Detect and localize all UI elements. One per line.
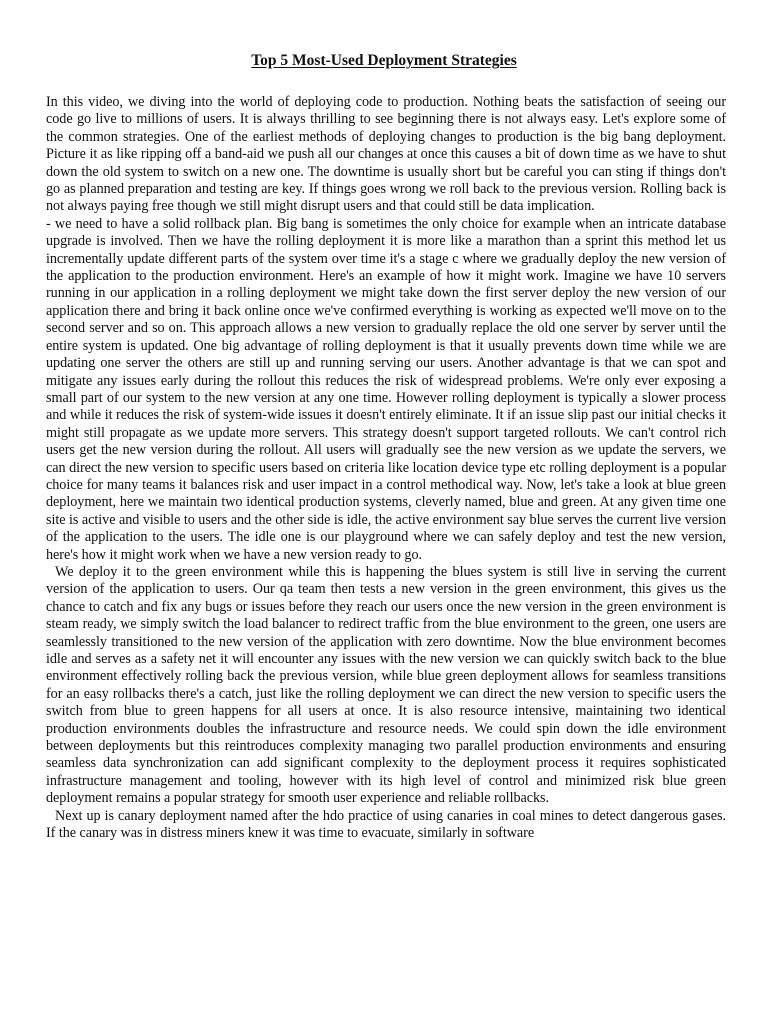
document-title: Top 5 Most-Used Deployment Strategies xyxy=(251,52,517,69)
paragraph-rolling: - we need to have a solid rollback plan. Big bang is sometimes the only choice for example when an intricate database upgrade is involved. Then we have the rolling deployment it is more like a marathon than a sprint this method let us incrementally update different parts of the system over time it's a stage c where we gradually deploy the new version of the application to the production environment. Here's an example of how it might work. Imagine we have 10 servers running in our application in a rolling deployment we might take down the first server deploy the new version of our application there and bring it back online once we've confirmed everything is working as expected we'll move on to the second server and so on. This approach allows a new version to gradually replace the old one server by server until the entire system is updated. One big advantage of rolling deployment is that it usually prevents down time while we are updating one server the others are still up and running serving our users. Another advantage is that we can spot and mitigate any issues early during the rollout this reduces the risk of widespread problems. We're only ever exposing a small part of our system to the new version at any one time. However rolling deployment is typically a slower process and while it reduces the risk of system-wide issues it doesn't entirely eliminate. It if an issue slip past our initial checks it might still propagate as we update more servers. This strategy doesn't support targeted rollouts. We can't control rich users get the new version during the rollout. All users will gradually see the new version as we update the servers, we can direct the new version to specific users based on criteria like location device type etc rolling deployment is a popular choice for many teams it balances risk and user impact in a control methodical way. Now, let's take a look at blue green deployment, here we maintain two identical production systems, cleverly named, blue and green. At any given time one site is active and visible to users and the other side is idle, the active environment say blue serves the current live version of the application to the users. The idle one is our playground where we can safely deploy and test the new version, here's how it might work when we have a new version ready to go. xyxy=(46,215,726,563)
paragraph-intro: In this video, we diving into the world of deploying code to production. Nothing beats the satisfaction of seeing our code go live to millions of users. It is always thrilling to see beginning there is not always easy. Let's explore some of the common strategies. One of the earliest methods of deploying changes to production is the big bang deployment. Picture it as like ripping off a band-aid we push all our changes at once this causes a bit of down time as we have to shut down the old system to switch on a new one. The downtime is usually short but be careful you can sting if things don't go as planned preparation and testing are key. If things goes wrong we roll back to the previous version. Rolling back is not always paying free though we still might disrupt users and that could still be data implication. xyxy=(46,94,726,215)
paragraph-canary: Next up is canary deployment named after the hdo practice of using canaries in coal mines to detect dangerous gases. If the canary was in distress miners knew it was time to evacuate, similarly in software xyxy=(46,807,726,842)
document-body xyxy=(46,94,726,842)
paragraph-blue-green: We deploy it to the green environment while this is happening the blues system is still live in serving the current version of the application to users. Our qa team then tests a new version in the green environment, this gives us the chance to catch and fix any bugs or issues before they reach our users once the new version in the green environment is steam ready, we simply switch the load balancer to redirect traffic from the blue environment to the green, one users are seamlessly transitioned to the new version of the application with zero downtime. Now the blue environment becomes idle and serves as a safety net it will encounter any issues with the new version we can quickly switch back to the blue environment effectively rolling back the previous version, while blue green deployment allows for seamless transitions for an easy rollbacks there's a catch, just like the rolling deployment we can direct the new version to specific users the switch from blue to green happens for all users at once. It is also resource intensive, maintaining two identical production environments doubles the infrastructure and resource needs. We could spin down the idle environment between deployments but this reintroduces complexity managing two parallel production environments and ensuring seamless data synchronization can add significant complexity to the deployment process it requires sophisticated infrastructure management and tooling, however with its high level of control and minimized risk blue green deployment remains a popular strategy for smooth user experience and reliable rollbacks. xyxy=(46,563,726,807)
